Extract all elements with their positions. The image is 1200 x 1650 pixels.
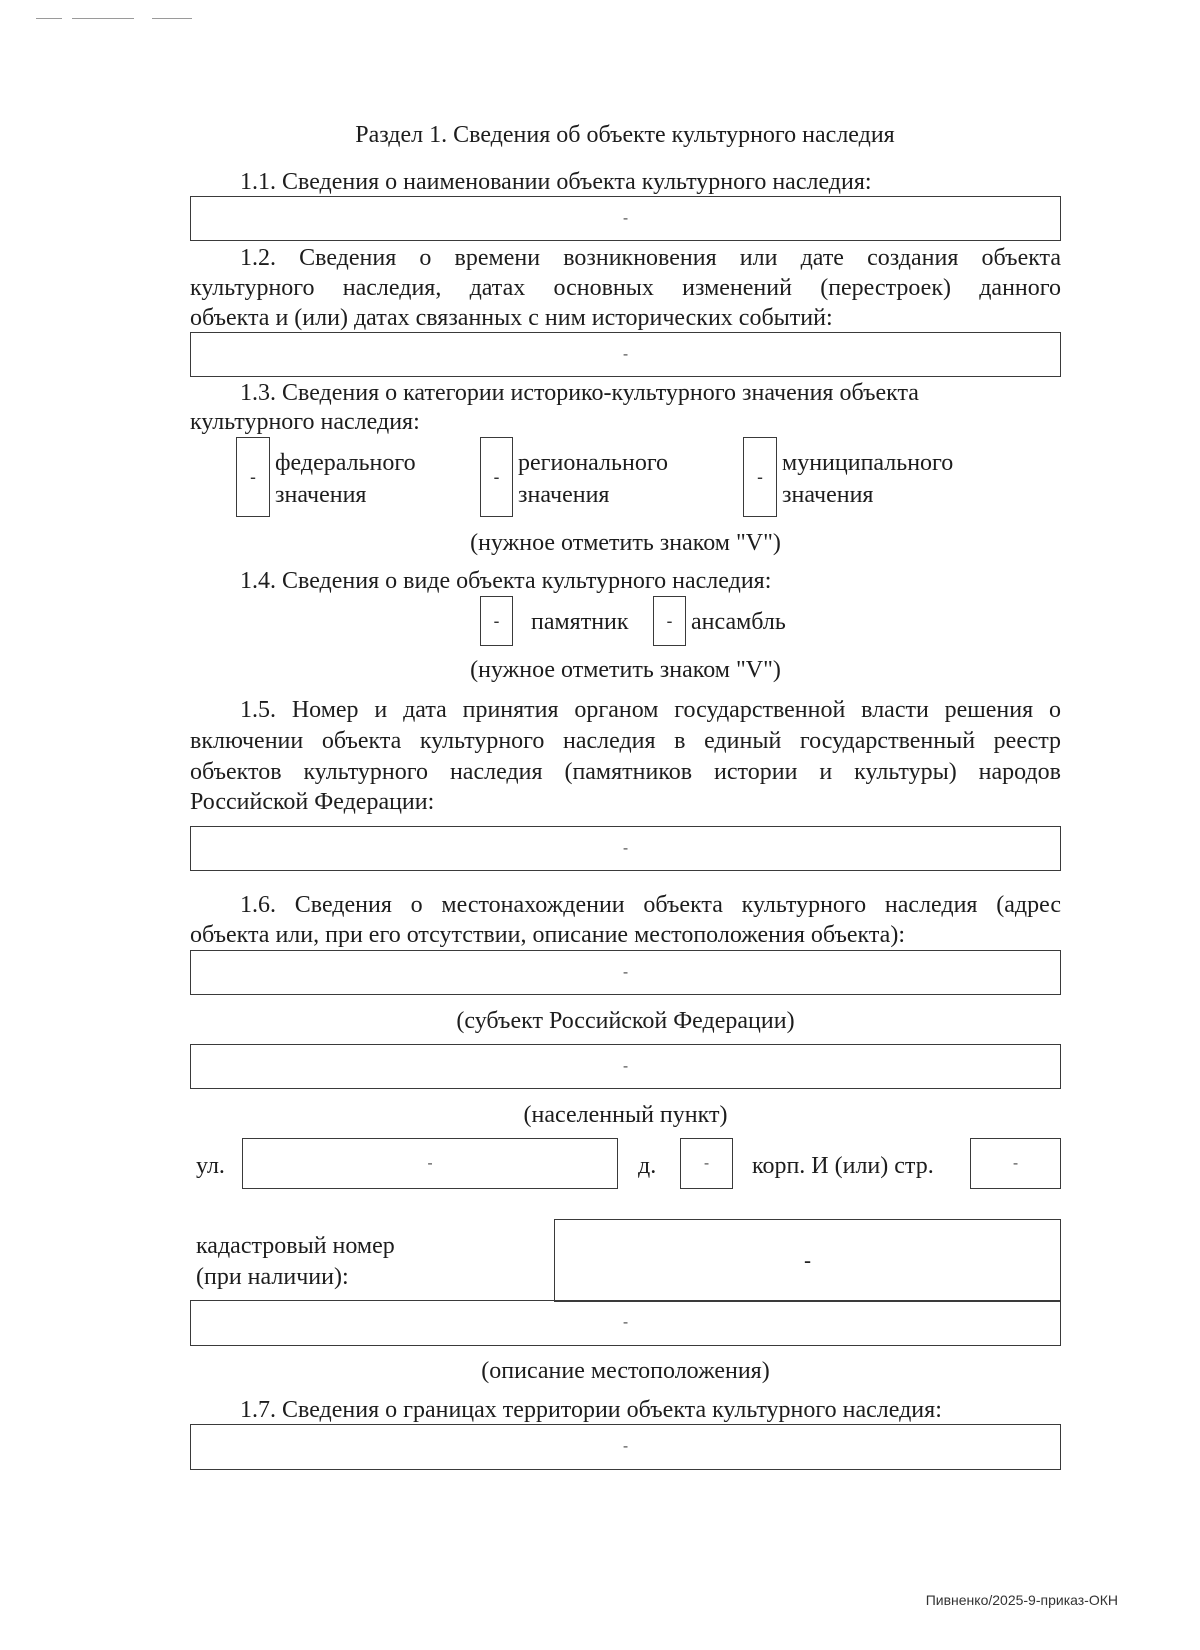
municipal-checkbox[interactable]: - <box>743 437 777 517</box>
s14-hint: (нужное отметить знаком "V") <box>470 657 781 683</box>
locality-field[interactable]: - <box>190 1044 1061 1089</box>
municipal-label: муниципального значения <box>782 450 954 508</box>
scan-mark <box>36 18 62 19</box>
s12-line1: 1.2. Сведения о времени возникновения или дате создания объекта <box>240 245 1061 271</box>
s13-hint: (нужное отметить знаком "V") <box>470 530 781 556</box>
s15-line4: Российской Федерации: <box>190 789 435 815</box>
s16-line2: объекта или, при его отсутствии, описание местоположения объекта): <box>190 922 905 948</box>
s11-name-field[interactable]: - <box>190 196 1061 241</box>
house-field[interactable]: - <box>680 1138 733 1189</box>
s12-date-field[interactable]: - <box>190 332 1061 377</box>
subject-caption: (субъект Российской Федерации) <box>456 1008 795 1034</box>
s12-line2: культурного наследия, датах основных изменений (перестроек) данного <box>190 275 1061 301</box>
description-caption: (описание местоположения) <box>481 1358 770 1384</box>
s15-line2: включении объекта культурного наследия в единый государственный реестр <box>190 728 1061 754</box>
s17-boundaries-field[interactable]: - <box>190 1424 1061 1470</box>
s17-label: 1.7. Сведения о границах территории объекта культурного наследия: <box>240 1397 942 1423</box>
s15-decision-field[interactable]: - <box>190 826 1061 871</box>
s14-label: 1.4. Сведения о виде объекта культурного наследия: <box>240 568 772 594</box>
ensemble-label: ансамбль <box>691 609 786 635</box>
locality-caption: (населенный пункт) <box>523 1102 728 1128</box>
street-label: ул. <box>196 1153 225 1179</box>
federal-checkbox[interactable]: - <box>236 437 270 517</box>
s11-label: 1.1. Сведения о наименовании объекта культурного наследия: <box>240 169 872 195</box>
s15-line3: объектов культурного наследия (памятников истории и культуры) народов <box>190 759 1061 785</box>
monument-checkbox[interactable]: - <box>480 596 513 646</box>
s16-line1: 1.6. Сведения о местонахождении объекта культурного наследия (адрес <box>240 892 1061 918</box>
federal-label: федерального значения <box>275 450 416 508</box>
cadastral-label-line2: (при наличии): <box>196 1264 349 1290</box>
cadastral-field[interactable]: - <box>554 1219 1061 1302</box>
subject-field[interactable]: - <box>190 950 1061 995</box>
building-label: корп. И (или) стр. <box>752 1153 934 1179</box>
ensemble-checkbox[interactable]: - <box>653 596 686 646</box>
scan-mark <box>152 18 192 19</box>
section-heading: Раздел 1. Сведения об объекте культурного наследия <box>355 122 895 148</box>
s13-line1: 1.3. Сведения о категории историко-культурного значения объекта <box>240 380 919 406</box>
cadastral-label-line1: кадастровый номер <box>196 1233 395 1259</box>
scan-mark <box>72 18 134 19</box>
street-field[interactable]: - <box>242 1138 618 1189</box>
regional-checkbox[interactable]: - <box>480 437 513 517</box>
regional-label: регионального значения <box>518 450 669 508</box>
monument-label: памятник <box>531 609 629 635</box>
house-label: д. <box>638 1153 657 1179</box>
document-footer: Пивненко/2025-9-приказ-ОКН <box>925 1592 1118 1608</box>
s15-line1: 1.5. Номер и дата принятия органом государственной власти решения о <box>240 697 1061 723</box>
building-field[interactable]: - <box>970 1138 1061 1189</box>
s12-line3: объекта и (или) датах связанных с ним исторических событий: <box>190 305 833 331</box>
s13-line2: культурного наследия: <box>190 409 420 435</box>
description-field[interactable]: - <box>190 1300 1061 1346</box>
